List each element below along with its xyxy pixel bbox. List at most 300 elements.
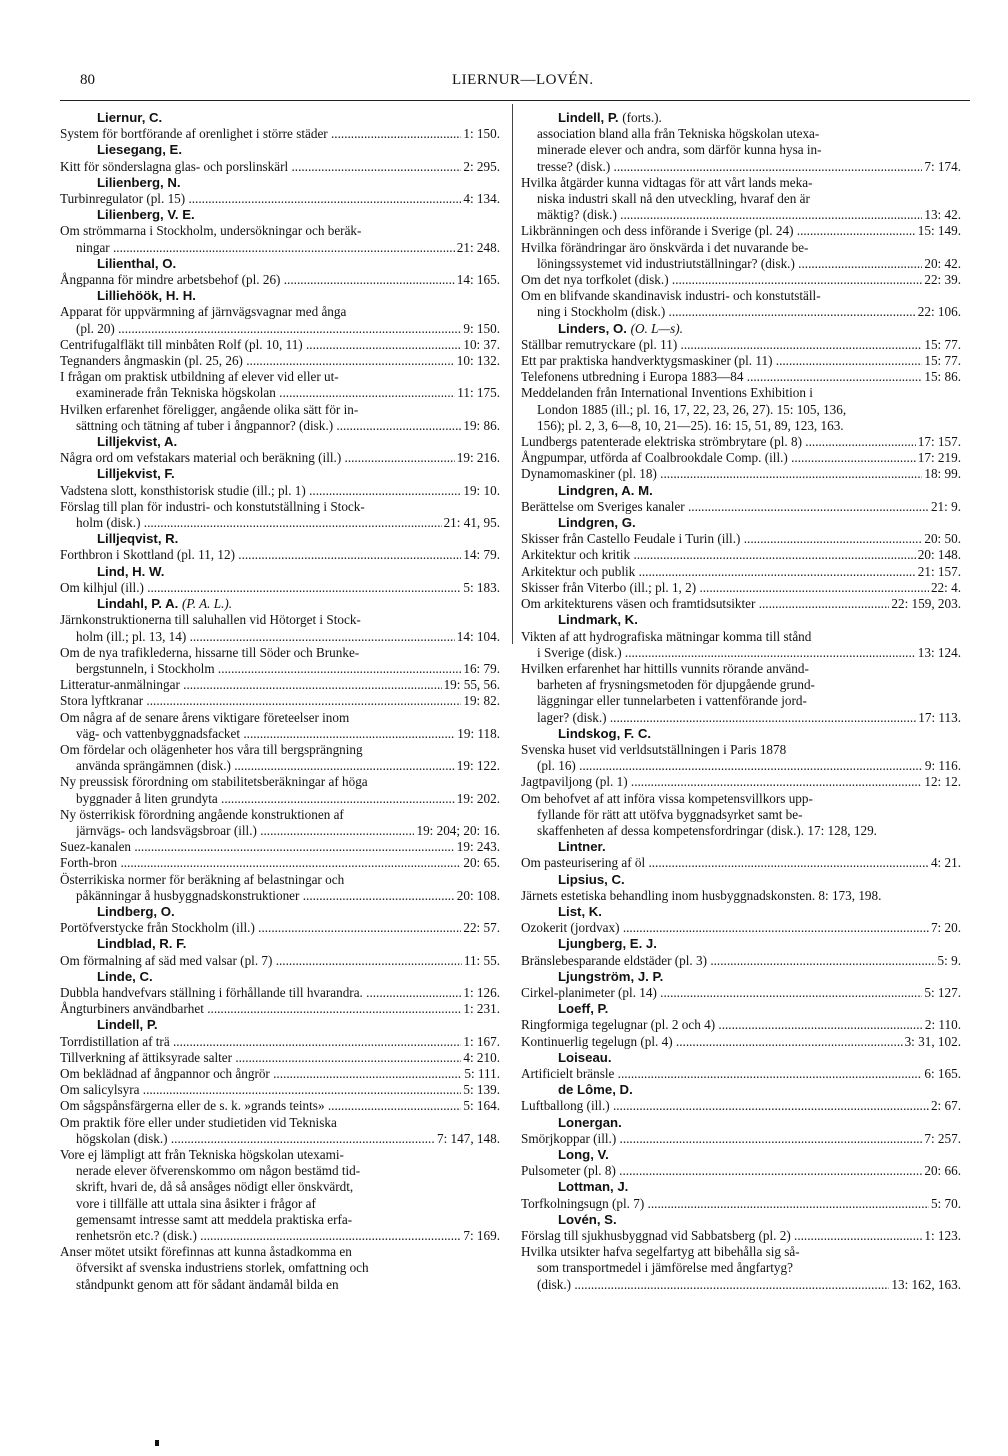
entry-title: Portöfverstycke från Stockholm (ill.) ..... <box>60 920 461 936</box>
entry-title: Om beklädnad af ångpannor och ångrör ..... <box>60 1066 462 1082</box>
author-name: Lind, H. W. <box>97 563 165 579</box>
index-entry <box>521 580 961 596</box>
author-name: Lilljekvist, F. <box>97 466 175 482</box>
entry-title: Cirkel-planimeter (pl. 14) ..... <box>521 985 922 1001</box>
entry-reference: 2: 295. <box>463 158 500 174</box>
entry-line: Apparat för uppvärmning af järnvägsvagnar med ånga <box>60 304 347 320</box>
entry-title: Arkitektur och publik ..... <box>521 564 916 580</box>
entry-reference: 5: 139. <box>463 1082 500 1098</box>
index-entry <box>521 710 961 726</box>
index-entry <box>60 450 500 466</box>
entry-reference: 9: 116. <box>924 758 961 774</box>
entry-reference: 21: 9. <box>930 498 961 514</box>
header-rule <box>60 100 970 101</box>
author-heading <box>521 936 961 952</box>
entry-line: minerade elever och andra, som därför kunna hysa in- <box>537 142 822 158</box>
index-entry <box>521 596 961 612</box>
author-heading <box>60 466 500 482</box>
entry-reference: 14: 165. <box>456 272 500 288</box>
index-entry <box>60 855 500 871</box>
entry-title: holm (disk.) ..... <box>76 515 442 531</box>
entry-reference: 22: 57. <box>463 920 500 936</box>
index-entry <box>521 1131 961 1147</box>
author-heading <box>60 142 500 158</box>
index-entry <box>521 256 961 272</box>
entry-reference: 5: 127. <box>924 984 961 1000</box>
entry-title: Bränslebesparande eldstäder (pl. 3) ..... <box>521 953 936 969</box>
entry-reference: 9: 150. <box>463 320 500 336</box>
entry-line: öfversikt af svenska industriens storlek, omfattning och <box>76 1260 369 1276</box>
entry-line: Vore ej lämpligt att från Tekniska högskolan utexami- <box>60 1147 344 1162</box>
index-entry <box>60 1050 500 1066</box>
author-name: Lilliehöök, H. H. <box>97 288 196 304</box>
index-entry <box>60 791 500 807</box>
index-entry <box>60 823 500 839</box>
entry-line: niska industri skall nå den utveckling, hvaraf den är <box>537 191 810 207</box>
entry-line: Om strömmarna i Stockholm, undersökningar och beräk- <box>60 223 362 239</box>
entry-reference: 21: 41, 95. <box>443 515 500 531</box>
entry-title: Skisser från Castello Feudale i Turin (ill.) ..... <box>521 531 922 547</box>
index-entry <box>60 1034 500 1050</box>
index-entry <box>521 855 961 871</box>
entry-title: (pl. 16) ..... <box>537 758 923 774</box>
author-heading <box>521 1179 961 1195</box>
entry-title: Kontinuerlig tegelugn (pl. 4) ..... <box>521 1034 903 1050</box>
index-entry <box>521 1163 961 1179</box>
index-entry <box>521 758 961 774</box>
index-entry <box>60 1082 500 1098</box>
index-entry <box>60 191 500 207</box>
index-entry <box>521 1196 961 1212</box>
entry-line: gemensamt intresse samt att meddela praktiska erfa- <box>76 1211 353 1227</box>
entry-reference: 19: 243. <box>456 839 500 855</box>
entry-title: Jagtpaviljong (pl. 1) ..... <box>521 774 922 790</box>
entry-line: fyllande för rätt att utöfva byggnadsyrket samt be- <box>537 806 803 822</box>
index-entry <box>521 1098 961 1114</box>
entry-reference: 4: 134. <box>463 191 500 207</box>
entry-reference: 16: 79. <box>463 660 500 676</box>
entry-title: Smörjkoppar (ill.) ..... <box>521 1131 922 1147</box>
entry-line: Om fördelar och olägenheter hos våra till bergsprängning <box>60 741 363 757</box>
entry-line: Hvilken erfarenhet har hittills vunnits rörande använd- <box>521 660 809 676</box>
entry-reference: 7: 174. <box>924 158 961 174</box>
entry-reference: 11: 55. <box>463 952 500 968</box>
entry-title: Om sågspånsfärgerna eller de s. k. »grands teints» ..... <box>60 1098 461 1114</box>
author-name: Long, V. <box>558 1147 609 1162</box>
author-heading <box>521 872 961 888</box>
entry-reference: 15: 149. <box>917 223 961 239</box>
entry-title: Telefonens utbredning i Europa 1883—84 ..... <box>521 369 922 385</box>
author-heading <box>521 726 961 742</box>
entry-reference: 14: 104. <box>456 628 500 644</box>
index-entry <box>521 1034 961 1050</box>
author-name: Loiseau. <box>558 1049 612 1065</box>
index-entry <box>60 726 500 742</box>
index-entry <box>60 159 500 175</box>
entry-title: Ozokerit (jordvax) ..... <box>521 920 929 936</box>
author-name: Ljungberg, E. J. <box>558 936 657 952</box>
entry-reference: 1: 123. <box>924 1228 961 1244</box>
entry-title: Suez-kanalen ..... <box>60 839 455 855</box>
entry-reference: 20: 108. <box>456 887 500 903</box>
author-name: Lottman, J. <box>558 1179 629 1195</box>
entry-title: examinerade från Tekniska högskolan ..... <box>76 385 455 401</box>
entry-title: Artificielt bränsle ..... <box>521 1066 922 1082</box>
entry-line: ståndpunkt genom att för sådant ändamål bilda en <box>76 1276 339 1292</box>
author-name: List, K. <box>558 903 602 919</box>
entry-line: London 1885 (ill.; pl. 16, 17, 22, 23, 26, 27). 15: 105, 136, <box>537 401 847 417</box>
running-title: LIERNUR—LOVÉN. <box>452 72 594 88</box>
entry-title: löningssystemet vid industriutställningar? (disk.) ..... <box>537 256 922 272</box>
entry-reference: 19: 216. <box>456 450 500 466</box>
entry-line: I frågan om praktisk utbildning af elever vid eller ut- <box>60 369 339 385</box>
index-entry <box>60 953 500 969</box>
entry-line: nerade elever öfverenskommo om någon bestämd tid- <box>76 1163 361 1179</box>
author-name: Lilljekvist, A. <box>97 434 178 450</box>
entry-title: Om salicylsyra ..... <box>60 1082 461 1098</box>
entry-line: Järnkonstruktionerna till saluhallen vid Hötorget i Stock- <box>60 612 361 628</box>
author-heading <box>60 110 500 126</box>
author-heading <box>521 1115 961 1131</box>
entry-title: Luftballong (ill.) ..... <box>521 1098 929 1114</box>
index-entry <box>60 661 500 677</box>
author-name: Lindell, P. <box>97 1017 158 1033</box>
entry-reference: 4: 210. <box>463 1049 500 1065</box>
entry-reference: 19: 10. <box>463 482 500 498</box>
index-entry <box>521 1066 961 1082</box>
index-entry <box>521 953 961 969</box>
index-entry <box>521 337 961 353</box>
entry-reference: 22: 159, 203. <box>891 596 961 612</box>
entry-title: i Sverige (disk.) ..... <box>537 645 916 661</box>
entry-reference: 17: 219. <box>917 450 961 466</box>
index-entry <box>60 580 500 596</box>
entry-reference: 15: 77. <box>924 353 961 369</box>
entry-reference: 20: 65. <box>463 855 500 871</box>
entry-title: Ångpumpar, utförda af Coalbrookdale Comp. (ill.) ..... <box>521 450 916 466</box>
author-heading <box>521 1147 961 1163</box>
author-continued-note: (forts.). <box>622 110 662 125</box>
entry-reference: 19: 122. <box>456 758 500 774</box>
entry-reference: 1: 126. <box>463 984 500 1000</box>
entry-reference: 3: 31, 102. <box>904 1033 961 1049</box>
entry-reference: 19: 204; 20: 16. <box>416 822 500 838</box>
index-entry <box>60 126 500 142</box>
index-entry <box>521 304 961 320</box>
entry-line: Ny preussisk förordning om stabilitetsberäkningar af höga <box>60 774 368 790</box>
entry-line: Hvilken erfarenhet föreligger, angående olika sätt för in- <box>60 401 359 417</box>
author-heading <box>60 175 500 191</box>
entry-line: Om några af de senare årens viktigare företeelser inom <box>60 709 350 725</box>
entry-line: Om en blifvande skandinavisk industri- och konstutställ- <box>521 288 821 304</box>
entry-reference: 7: 147, 148. <box>436 1130 500 1146</box>
entry-reference: 21: 248. <box>456 239 500 255</box>
index-entry <box>521 645 961 661</box>
entry-title: (pl. 20) ..... <box>76 321 461 337</box>
entry-title: lager? (disk.) ..... <box>537 710 916 726</box>
entry-reference: 22: 4. <box>930 579 961 595</box>
author-heading <box>521 1050 961 1066</box>
entry-reference: 1: 150. <box>463 126 500 142</box>
entry-reference: 17: 157. <box>917 434 961 450</box>
entry-reference: 14: 79. <box>463 547 500 563</box>
author-name: Linde, C. <box>97 968 153 984</box>
author-heading <box>521 110 961 126</box>
entry-reference: 19: 55, 56. <box>443 677 500 693</box>
entry-line: Meddelanden från International Inventions Exhibition i <box>521 385 813 401</box>
author-heading <box>60 564 500 580</box>
entry-title: mäktig? (disk.) ..... <box>537 207 922 223</box>
index-entry <box>60 240 500 256</box>
index-entry <box>521 920 961 936</box>
entry-reference: 19: 202. <box>456 790 500 806</box>
entry-reference: 6: 165. <box>924 1065 961 1081</box>
index-entry <box>521 466 961 482</box>
entry-reference: 22: 106. <box>917 304 961 320</box>
entry-title: (disk.) ..... <box>537 1277 889 1293</box>
author-name: Lovén, S. <box>558 1211 617 1227</box>
entry-title: Turbinregulator (pl. 15) ..... <box>60 191 461 207</box>
entry-title: Berättelse om Sveriges kanaler ..... <box>521 499 929 515</box>
entry-reference: 7: 257. <box>924 1130 961 1146</box>
author-name: Lindblad, R. F. <box>97 936 187 952</box>
author-name: Lilienthal, O. <box>97 255 177 271</box>
author-name: Lilljeqvist, R. <box>97 531 179 547</box>
entry-title: holm (ill.; pl. 13, 14) ..... <box>76 629 455 645</box>
index-entry <box>521 369 961 385</box>
index-entry <box>521 547 961 563</box>
entry-line: Järnets estetiska behandling inom husbyggnadskonsten. 8: 173, 198. <box>521 887 882 903</box>
entry-reference: 11: 175. <box>457 385 500 401</box>
entry-reference: 15: 77. <box>924 336 961 352</box>
author-heading <box>60 434 500 450</box>
entry-title: ning i Stockholm (disk.) ..... <box>537 304 916 320</box>
right-column <box>521 110 961 1293</box>
entry-title: väg- och vattenbyggnadsfacket ..... <box>76 726 455 742</box>
entry-title: Stora lyftkranar ..... <box>60 693 461 709</box>
author-name: Lindskog, F. C. <box>558 725 652 741</box>
author-name: Linders, O. <box>558 320 627 336</box>
entry-reference: 7: 169. <box>463 1228 500 1244</box>
author-name: Liesegang, E. <box>97 142 183 158</box>
entry-title: Dubbla handvefvars ställning i förhållande till hvarandra. ..... <box>60 985 461 1001</box>
entry-reference: 20: 42. <box>924 255 961 271</box>
entry-title: Om arkitekturens väsen och framtidsutsikter ..... <box>521 596 889 612</box>
index-entry <box>521 499 961 515</box>
author-heading <box>521 969 961 985</box>
index-entry <box>60 272 500 288</box>
entry-title: Pulsometer (pl. 8) ..... <box>521 1163 922 1179</box>
index-entry <box>60 418 500 434</box>
author-heading <box>60 596 500 612</box>
index-entry <box>60 353 500 369</box>
author-heading <box>521 1212 961 1228</box>
entry-title: Om kilhjul (ill.) ..... <box>60 580 461 596</box>
entry-reference: 17: 113. <box>918 709 961 725</box>
entry-title: Ett par praktiska handverktygsmaskiner (pl. 11) ..... <box>521 353 922 369</box>
author-name: de Lôme, D. <box>558 1082 633 1098</box>
author-heading <box>60 288 500 304</box>
entry-title: Likbränningen och dess införande i Sverige (pl. 24) ..... <box>521 223 916 239</box>
index-entry <box>60 483 500 499</box>
entry-reference: 5: 164. <box>463 1098 500 1114</box>
index-entry <box>521 774 961 790</box>
index-entry <box>60 920 500 936</box>
entry-title: Om pasteurisering af öl ..... <box>521 855 929 871</box>
index-entry <box>521 159 961 175</box>
entry-title: Lundbergs patenterade elektriska strömbrytare (pl. 8) ..... <box>521 434 916 450</box>
entry-line: 156); pl. 2, 3, 6—8, 10, 21—25). 16: 15, 51, 89, 123, 163. <box>537 417 844 433</box>
column-divider <box>512 104 513 644</box>
entry-title: sättning och tätning af tuber i ångpannor? (disk.) ..... <box>76 418 461 434</box>
entry-title: System för bortförande af orenlighet i större städer ..... <box>60 126 461 142</box>
entry-reference: 5: 9. <box>937 952 961 968</box>
entry-reference: 2: 110. <box>924 1017 961 1033</box>
index-entry <box>521 223 961 239</box>
entry-title: Forth-bron ..... <box>60 855 461 871</box>
entry-line: Om behofvet af att införa vissa kompetensvillkors upp- <box>521 790 813 806</box>
entry-reference: 18: 99. <box>924 466 961 482</box>
author-heading <box>521 612 961 628</box>
entry-reference: 10: 37. <box>463 336 500 352</box>
entry-title: bergstunneln, i Stockholm ..... <box>76 661 461 677</box>
entry-line: Om de nya trafiklederna, hissarne till Söder och Brunke- <box>60 644 360 660</box>
entry-title: Ångpanna för mindre arbetsbehof (pl. 26) ..... <box>60 272 455 288</box>
author-name: Ljungström, J. P. <box>558 968 664 984</box>
index-entry <box>60 677 500 693</box>
index-entry <box>521 272 961 288</box>
author-name: Loeff, P. <box>558 1001 609 1017</box>
author-name: Lindell, P. <box>558 110 619 125</box>
index-entry <box>60 693 500 709</box>
index-entry <box>60 515 500 531</box>
entry-title: Centrifugalfläkt till minbåten Rolf (pl. 10, 11) ..... <box>60 337 461 353</box>
index-entry <box>60 888 500 904</box>
author-name: Lindmark, K. <box>558 612 638 628</box>
entry-title: använda sprängämnen (disk.) ..... <box>76 758 455 774</box>
entry-reference: 20: 148. <box>917 547 961 563</box>
entry-title: Arkitektur och kritik ..... <box>521 547 916 563</box>
entry-line: Hvilka förändringar äro önskvärda i det nuvarande be- <box>521 239 809 255</box>
entry-reference: 7: 20. <box>930 920 961 936</box>
author-name: Liernur, C. <box>97 110 163 125</box>
entry-title: Om förmalning af säd med valsar (pl. 7) ..... <box>60 953 462 969</box>
entry-title: Förslag till sjukhusbyggnad vid Sabbatsberg (pl. 2) ..... <box>521 1228 922 1244</box>
entry-reference: 19: 82. <box>463 693 500 709</box>
entry-title: Torfkolningsugn (pl. 7) ..... <box>521 1196 929 1212</box>
index-entry <box>521 450 961 466</box>
author-signature: (P. A. L.). <box>182 596 233 612</box>
index-entry <box>60 1001 500 1017</box>
entry-line: Vikten af att hydrografiska mätningar komma till stånd <box>521 628 812 644</box>
entry-line: Om praktik före eller under studietiden vid Tekniska <box>60 1114 337 1130</box>
author-heading <box>60 207 500 223</box>
index-entry <box>60 629 500 645</box>
entry-line: Förslag till plan för industri- och konstutställning i Stock- <box>60 498 365 514</box>
entry-line: Hvilka utsikter hafva segelfartyg att bibehålla sig så- <box>521 1244 800 1260</box>
entry-reference: 19: 118. <box>457 725 500 741</box>
entry-reference: 1: 231. <box>463 1001 500 1017</box>
index-entry <box>521 985 961 1001</box>
author-heading <box>60 936 500 952</box>
author-signature: (O. L—s). <box>630 320 683 336</box>
author-name: Lindahl, P. A. <box>97 596 179 612</box>
entry-reference: 13: 124. <box>917 644 961 660</box>
index-entry <box>521 531 961 547</box>
author-heading <box>60 1017 500 1033</box>
author-heading <box>521 515 961 531</box>
entry-title: Dynamomaskiner (pl. 18) ..... <box>521 466 922 482</box>
entry-title: renhetsrön etc.? (disk.) ..... <box>76 1228 461 1244</box>
entry-title: tresse? (disk.) ..... <box>537 159 922 175</box>
entry-title: Tegnanders ångmaskin (pl. 25, 26) ..... <box>60 353 455 369</box>
index-entry <box>60 839 500 855</box>
entry-line: skrift, hvari de, då så ansåges nödigt eller önskvärdt, <box>76 1179 354 1195</box>
index-entry <box>60 321 500 337</box>
entry-title: Litteratur-anmälningar ..... <box>60 677 442 693</box>
index-entry <box>60 547 500 563</box>
entry-title: Vadstena slott, konsthistorisk studie (ill.; pl. 1) ..... <box>60 483 461 499</box>
index-entry <box>60 1066 500 1082</box>
entry-reference: 4: 21. <box>930 855 961 871</box>
author-name: Lindgren, G. <box>558 515 636 531</box>
entry-title: Tillverkning af ättiksyrade salter ..... <box>60 1050 461 1066</box>
index-entry <box>521 353 961 369</box>
index-entry <box>60 758 500 774</box>
author-heading <box>521 904 961 920</box>
author-heading <box>60 904 500 920</box>
entry-reference: 1: 167. <box>463 1033 500 1049</box>
author-name: Lindberg, O. <box>97 903 175 919</box>
entry-line: Ny österrikisk förordning angående konstruktionen af <box>60 806 344 822</box>
entry-reference: 15: 86. <box>924 369 961 385</box>
index-entry <box>60 385 500 401</box>
page-number: 80 <box>80 72 95 88</box>
entry-title: Ställbar remutryckare (pl. 11) ..... <box>521 337 922 353</box>
entry-title: Ringformiga tegelugnar (pl. 2 och 4) ..... <box>521 1017 923 1033</box>
entry-reference: 21: 157. <box>917 563 961 579</box>
author-heading <box>60 969 500 985</box>
entry-title: Några ord om vefstakars material och beräkning (ill.) ..... <box>60 450 455 466</box>
entry-title: Om det nya torfkolet (disk.) ..... <box>521 272 922 288</box>
entry-reference: 12: 12. <box>924 774 961 790</box>
entry-title: högskolan (disk.) ..... <box>76 1131 435 1147</box>
entry-line: Anser mötet utsikt förefinnas att kunna åstadkomma en <box>60 1244 352 1260</box>
author-name: Lilienberg, V. E. <box>97 207 195 223</box>
index-entry <box>60 1098 500 1114</box>
left-column <box>60 110 500 1293</box>
entry-reference: 2: 67. <box>930 1098 961 1114</box>
entry-reference: 13: 42. <box>924 207 961 223</box>
entry-line: association bland alla från Tekniska högskolan utexa- <box>537 126 820 142</box>
print-mark <box>155 1440 159 1446</box>
index-entry <box>521 564 961 580</box>
index-entry <box>60 337 500 353</box>
index-entry <box>60 1228 500 1244</box>
author-heading <box>521 1001 961 1017</box>
entry-line: Svenska huset vid verldsutställningen i Paris 1878 <box>521 741 787 757</box>
author-name: Lintner. <box>558 839 606 855</box>
entry-title: järnvägs- och landsvägsbroar (ill.) ..... <box>76 823 414 839</box>
author-heading <box>521 839 961 855</box>
author-heading <box>60 531 500 547</box>
entry-title: byggnader å liten grundyta ..... <box>76 791 455 807</box>
entry-reference: 5: 183. <box>463 579 500 595</box>
entry-reference: 20: 50. <box>924 531 961 547</box>
index-entry <box>521 1228 961 1244</box>
entry-title: Skisser från Viterbo (ill.; pl. 1, 2) ..... <box>521 580 929 596</box>
entry-line: skaffenheten af dessa kompetensfordringar (disk.). 17: 128, 129. <box>537 822 877 838</box>
